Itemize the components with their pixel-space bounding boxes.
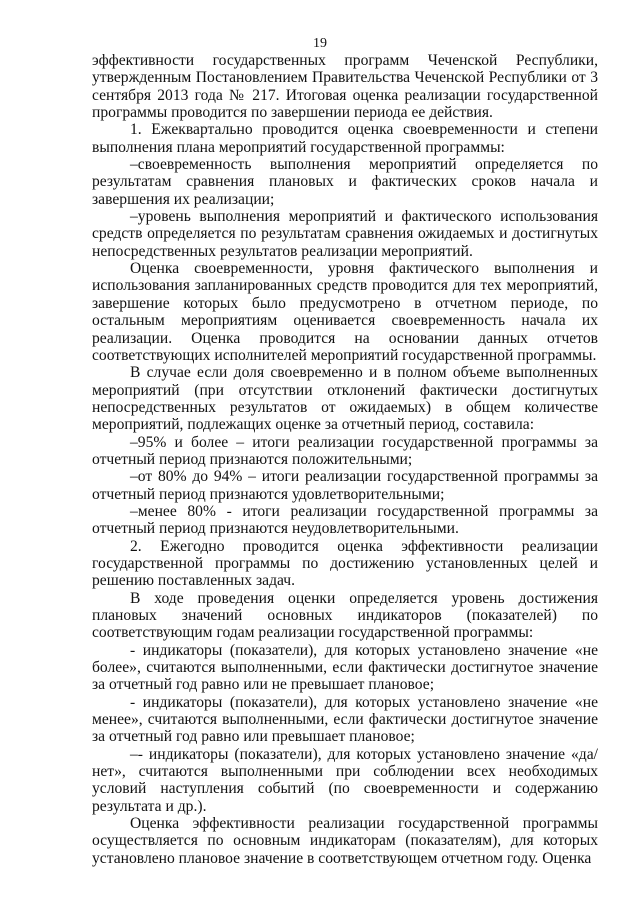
document-body — [92, 52, 598, 867]
list-item-satisfactory: –от 80% до 94% – итоги реализации государственной программы за отчетный период признаются удовлетворительными; — [92, 468, 598, 503]
list-item-not-more: - индикаторы (показатели), для которых установлено значение «не более», считаются выполненными, если фактически достигнутое значение за отчетный год равно или не превышает плановое; — [92, 641, 598, 694]
list-item-not-less: - индикаторы (показатели), для которых установлено значение «не менее», считаются выполненными, если фактически достигнутое значение за отчетный год равно или превышает плановое; — [92, 693, 598, 746]
list-item-yes-no: –- индикаторы (показатели), для которых установлено значение «да/нет», считаются выполненными при соблюдении всех необходимых условий наступления событий (по своевременности и содержанию результата и др.). — [92, 745, 598, 815]
paragraph-indicator-levels: В ходе проведения оценки определяется уровень достижения плановых значений основных индикаторов (показателей) по соответствующим годам реализации государственной программы: — [92, 589, 598, 642]
list-item-positive: –95% и более – итоги реализации государственной программы за отчетный период признаются положительными; — [92, 433, 598, 468]
list-item-timeliness: –своевременность выполнения мероприятий определяется по результатам сравнения плановых и фактических сроков начала и завершения их реализации; — [92, 156, 598, 208]
list-item-execution-level: –уровень выполнения мероприятий и фактического использования средств определяется по результатам сравнения ожидаемых и достигнутых непосредственных результатов реализации мероприятий. — [92, 208, 598, 260]
paragraph-efficiency-assessment: Оценка эффективности реализации государственной программы осуществляется по основным индикаторам (показателям), для которых установлено плановое значение в соответствующем отчетном году. Оценка — [92, 815, 598, 867]
list-item-unsatisfactory: –менее 80% - итоги реализации государственной программы за отчетный период признаются неудовлетворительными. — [92, 502, 598, 538]
paragraph-quarterly-assessment: 1. Ежеквартально проводится оценка своевременности и степени выполнения плана мероприятий государственной программы: — [92, 121, 598, 156]
paragraph-continuation: эффективности государственных программ Чеченской Республики, утвержденным Постановлением Правительства Чеченской Республики от 3 сентября 2013 года № 217. Итоговая оценка реализации государственной программы проводится по завершении периода ее действия. — [92, 52, 598, 122]
page-number: 19 — [313, 36, 327, 51]
paragraph-annual-assessment: 2. Ежегодно проводится оценка эффективности реализации государственной программы по достижению установленных целей и решению поставленных задач. — [92, 537, 598, 590]
paragraph-share-condition: В случае если доля своевременно и в полном объеме выполненных мероприятий (при отсутствии отклонений фактически достигнутых непосредственных результатов от ожидаемых) в общем количестве мероприятий, подлежащих оценке за отчетный период, составила: — [92, 364, 598, 434]
paragraph-assessment-scope: Оценка своевременности, уровня фактического выполнения и использования запланированных средств проводится для тех мероприятий, завершение которых было предусмотрено в отчетном периоде, по остальным мероприятиям оценивается своевременность начала их реализации. Оценка проводится на основании данных отчетов соответствующих исполнителей мероприятий государственной программы. — [92, 260, 598, 364]
